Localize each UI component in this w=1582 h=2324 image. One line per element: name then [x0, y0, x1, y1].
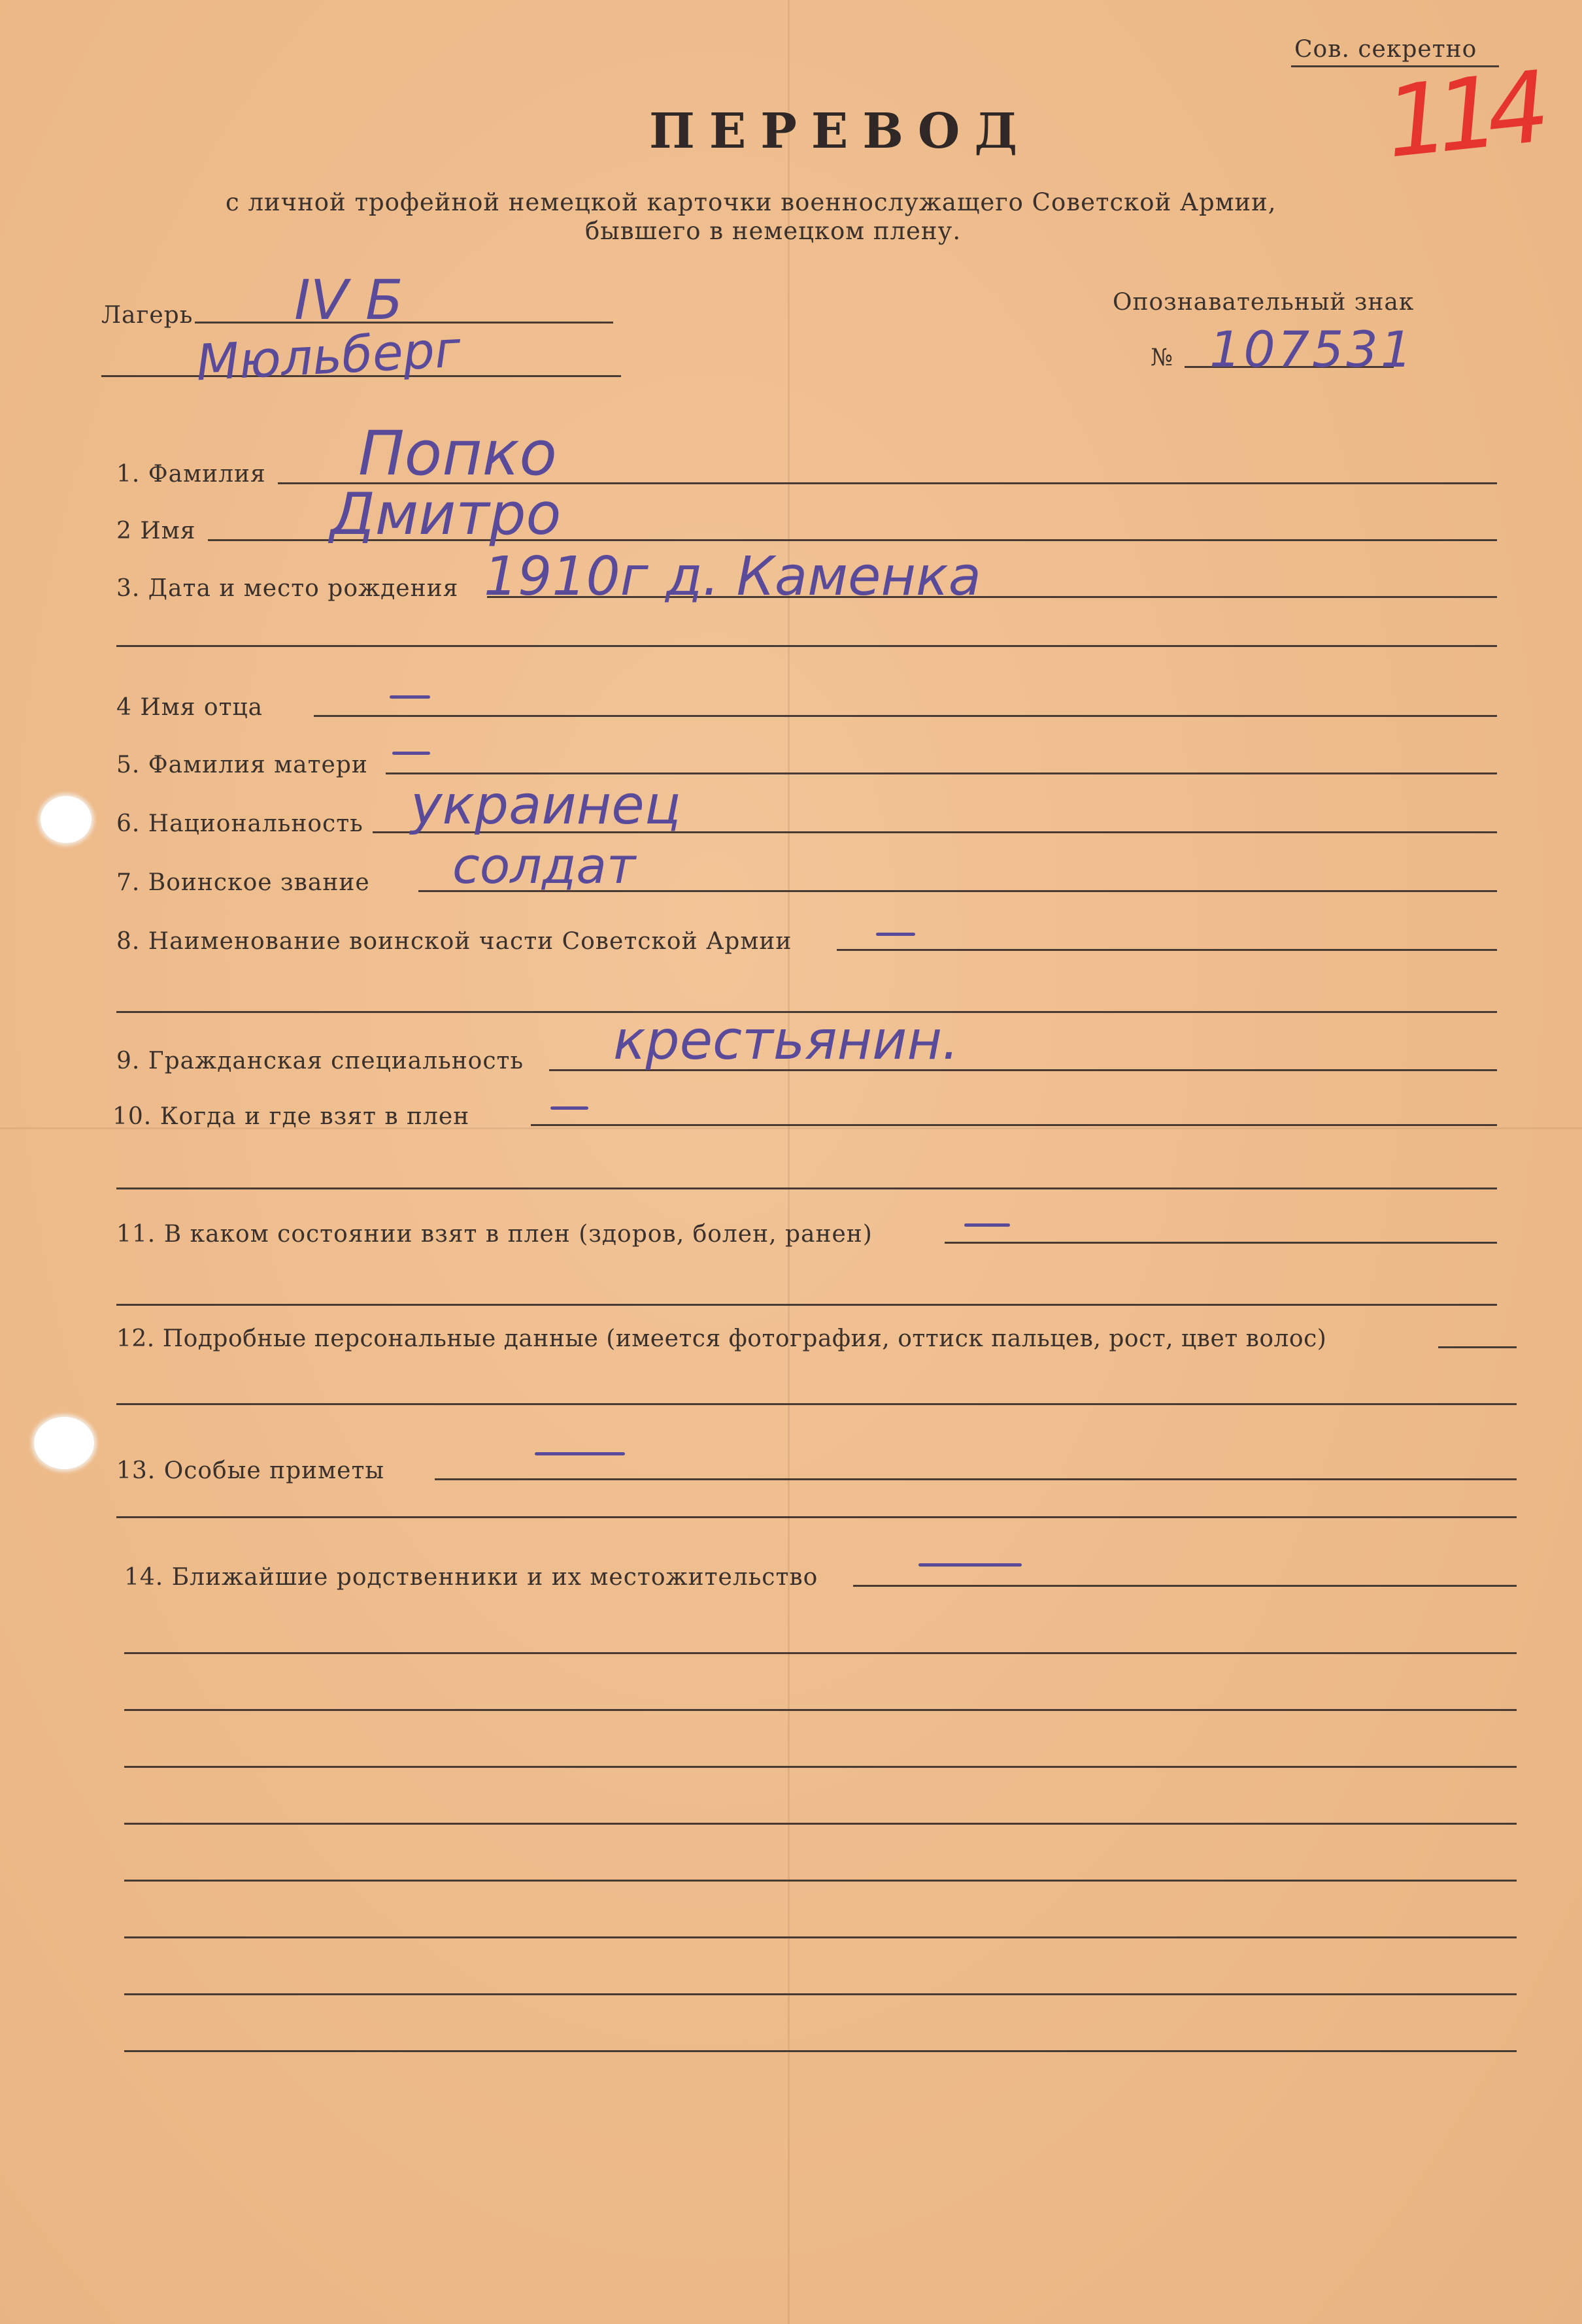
blank-line — [124, 1823, 1517, 1825]
punch-hole-top — [41, 796, 92, 843]
punch-hole-bottom — [34, 1417, 94, 1469]
ident-value: 107531 — [1209, 320, 1415, 378]
classification-stamp: Сов. секретно — [1294, 36, 1477, 63]
rank-value: солдат — [452, 837, 636, 895]
profession-value: крестьянин. — [613, 1010, 960, 1072]
condition-label: 11. В каком состоянии взят в плен (здоров, болен, ранен) — [116, 1221, 873, 1248]
rank-label: 7. Воинское звание — [116, 869, 370, 896]
blank-line — [124, 1766, 1517, 1768]
blank-line — [124, 2050, 1517, 2052]
personal-line — [1438, 1346, 1517, 1348]
ident-label: Опознавательный знак — [1113, 289, 1415, 316]
camp-value: IV Б — [294, 268, 403, 332]
condition-line — [945, 1242, 1497, 1244]
father-label: 4 Имя отца — [116, 694, 263, 721]
birth-line-2 — [116, 645, 1497, 647]
mother-dash — [392, 752, 430, 755]
personal-line-2 — [116, 1403, 1517, 1405]
subtitle-line-1: с личной трофейной немецкой карточки военнослужащего Советской Армии, — [226, 188, 1277, 216]
condition-dash — [964, 1223, 1010, 1227]
unit-line — [837, 949, 1497, 951]
relatives-line — [853, 1585, 1517, 1587]
mother-label: 5. Фамилия матери — [116, 752, 368, 778]
blank-line — [124, 1936, 1517, 1938]
birth-label: 3. Дата и место рождения — [116, 575, 459, 602]
captured-line-2 — [116, 1187, 1497, 1189]
camp-label: Лагерь — [101, 302, 194, 329]
surname-label: 1. Фамилия — [116, 461, 266, 488]
captured-line — [531, 1124, 1497, 1126]
marks-line-2 — [116, 1516, 1517, 1518]
marks-line — [435, 1478, 1517, 1480]
blank-line — [124, 1993, 1517, 1995]
blank-line — [124, 1652, 1517, 1654]
surname-value: Попко — [358, 418, 557, 490]
page-title: ПЕРЕВОД — [649, 103, 1032, 159]
marks-label: 13. Особые приметы — [116, 1457, 385, 1484]
father-dash — [390, 695, 430, 699]
blank-line — [124, 1709, 1517, 1711]
father-line — [314, 715, 1497, 717]
relatives-label: 14. Ближайшие родственники и их местожительство — [124, 1564, 818, 1591]
birth-value: 1910г д. Каменка — [484, 546, 981, 608]
condition-line-2 — [116, 1304, 1497, 1306]
paper-fold-vertical — [788, 0, 790, 2324]
name-value: Дмитро — [330, 480, 562, 548]
personal-label: 12. Подробные персональные данные (имеется фотография, оттиск пальцев, рост, цвет волос) — [116, 1325, 1327, 1352]
camp-location: Мюльберг — [194, 320, 462, 392]
relatives-dash — [918, 1563, 1022, 1567]
marks-dash — [535, 1452, 625, 1455]
unit-dash — [876, 933, 915, 936]
nationality-label: 6. Национальность — [116, 810, 363, 837]
blank-line — [124, 1880, 1517, 1882]
ident-number-prefix: № — [1151, 344, 1174, 371]
name-label: 2 Имя — [116, 518, 196, 544]
captured-label: 10. Когда и где взят в плен — [112, 1103, 470, 1130]
subtitle-line-2: бывшего в немецком плену. — [585, 217, 962, 245]
archive-number: 114 — [1380, 51, 1543, 180]
nationality-value: украинец — [411, 774, 681, 837]
profession-label: 9. Гражданская специальность — [116, 1048, 524, 1074]
unit-label: 8. Наименование воинской части Советской Армии — [116, 928, 792, 955]
captured-dash — [550, 1106, 588, 1110]
